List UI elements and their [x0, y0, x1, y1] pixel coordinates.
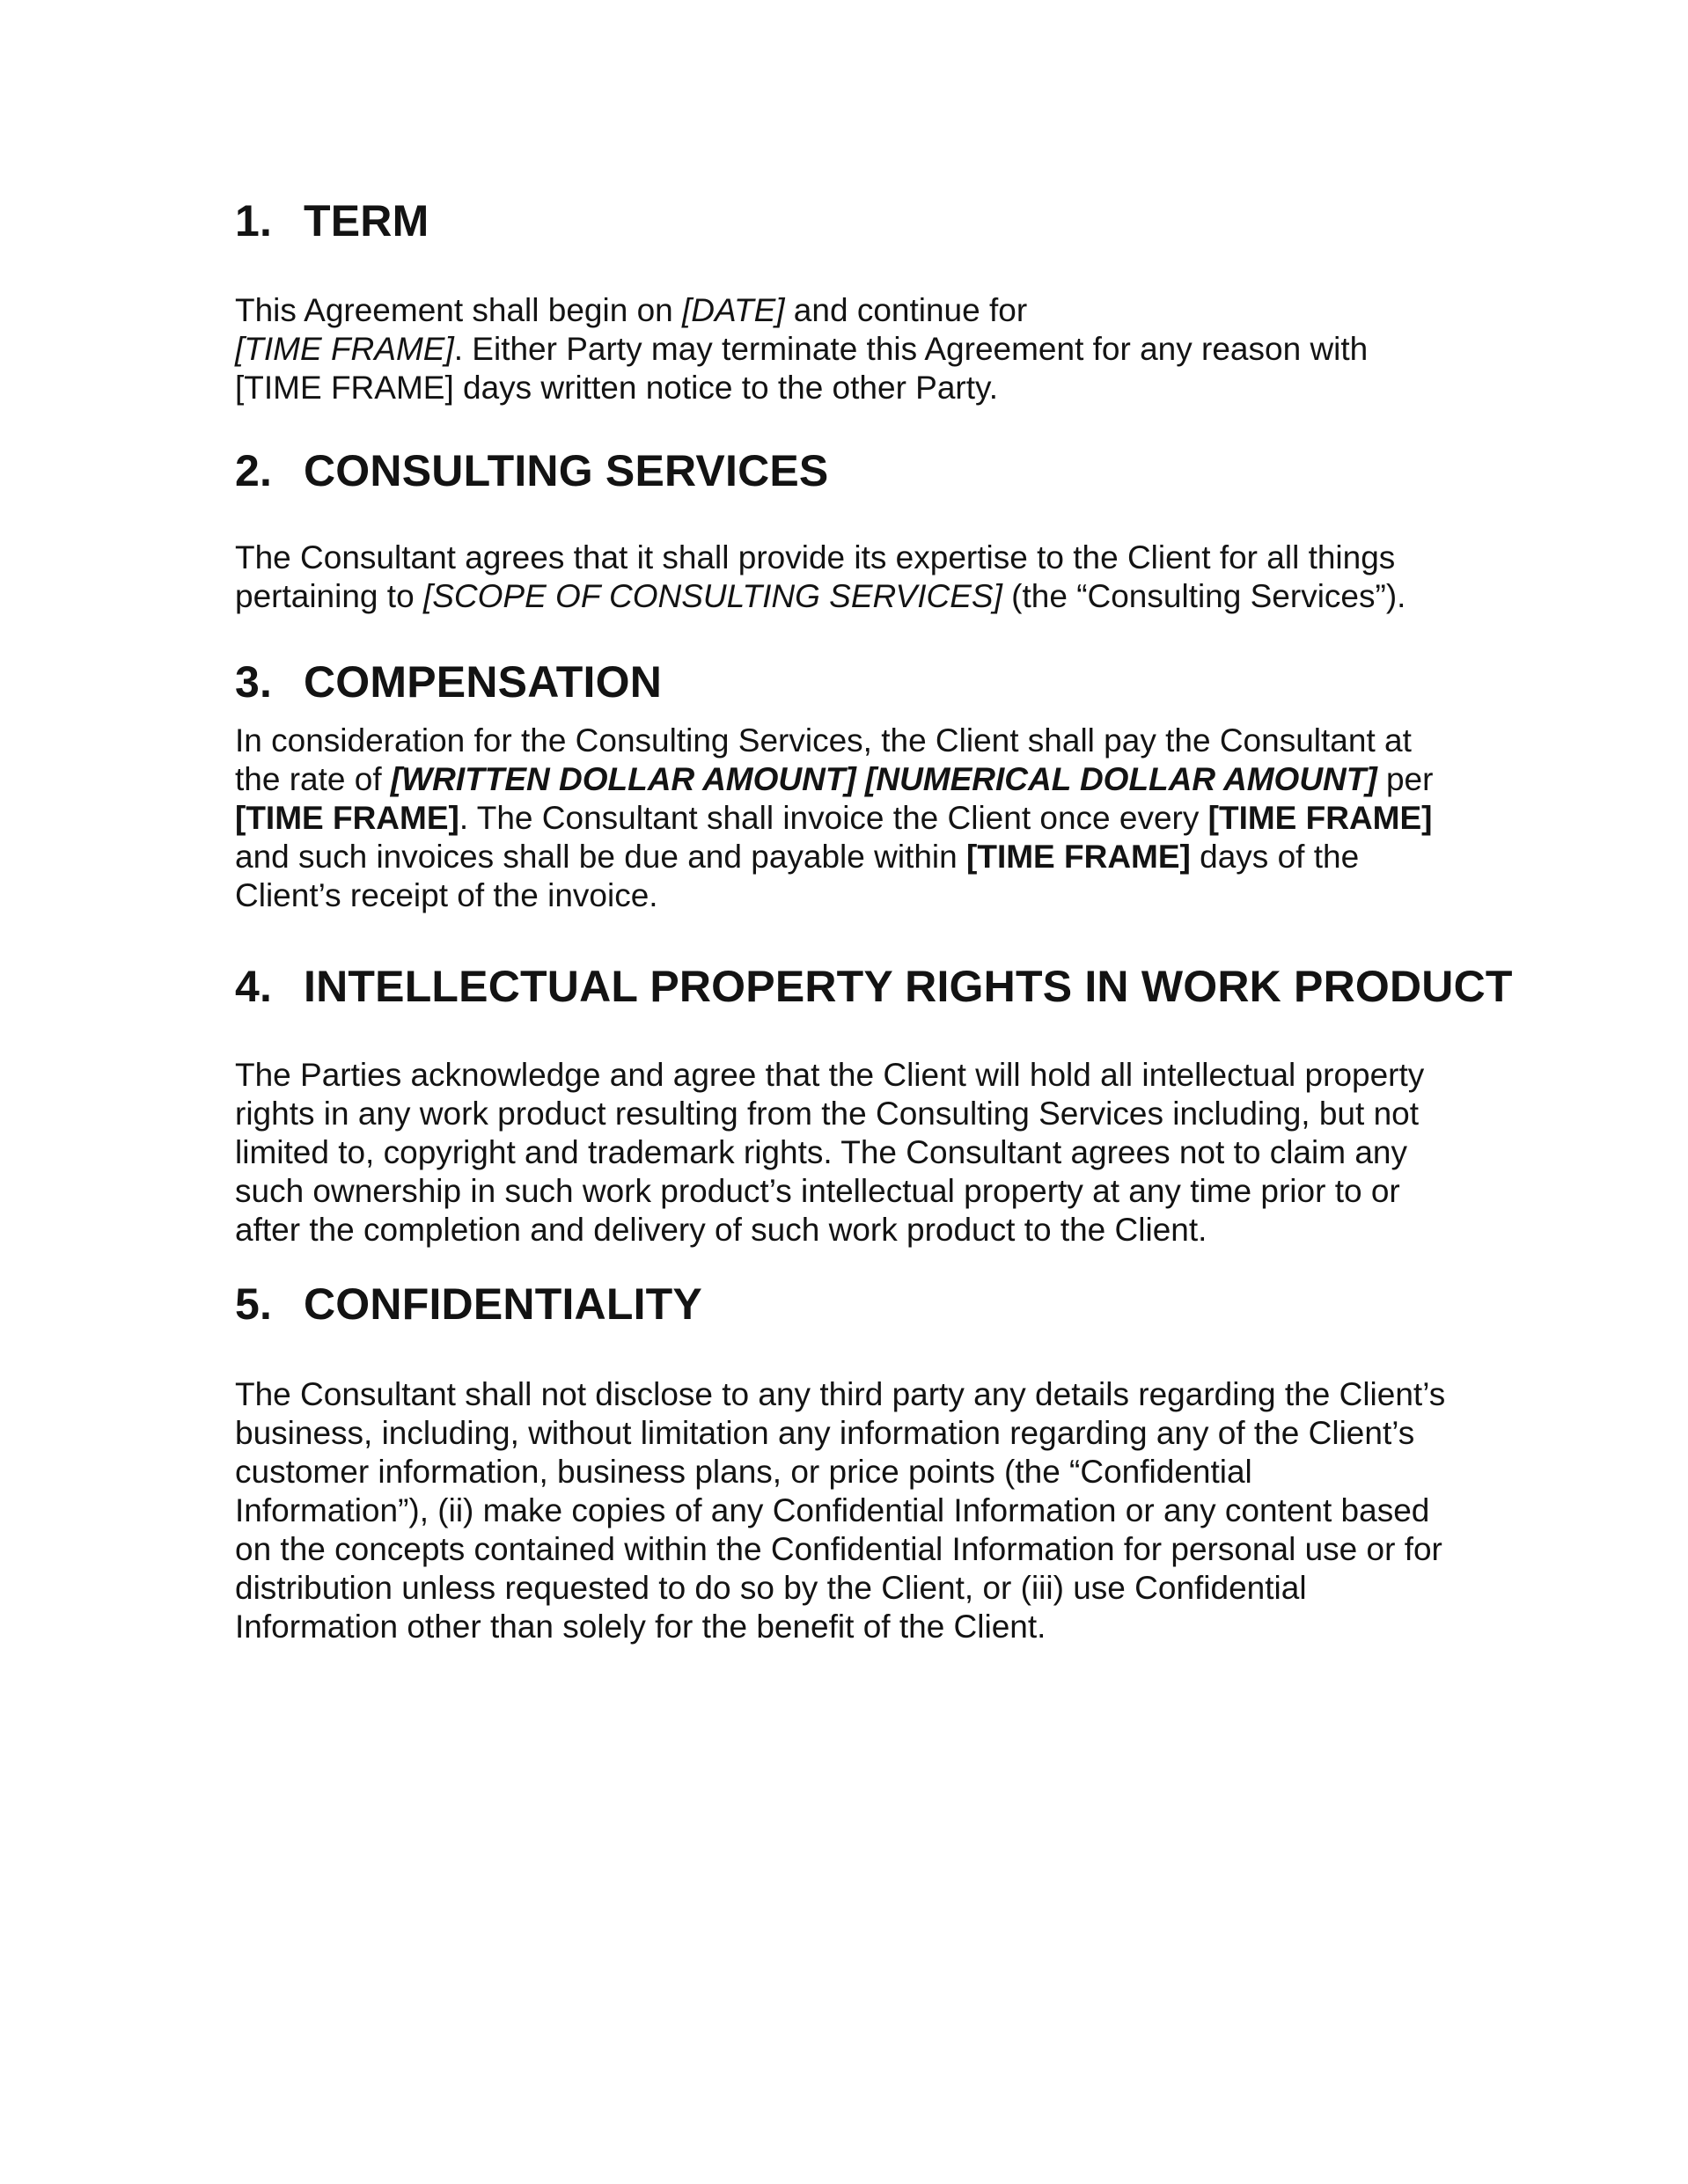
section-title: INTELLECTUAL PROPERTY RIGHTS IN WORK PRODUCT	[304, 962, 1513, 1011]
text-run: per	[1376, 761, 1434, 797]
text-run: In consideration for the Consulting Services, the Client shall pay the Consultant at the rate of	[235, 722, 1412, 797]
text-run: . Either Party may terminate this Agreement for any reason with [TIME FRAME] days written notice to the other Party.	[235, 331, 1369, 406]
section-heading-confidentiality	[235, 1279, 1454, 1330]
section-heading-compensation	[235, 656, 1454, 707]
text-run: The Consultant agrees that it shall provide its expertise to the Client for all things pertaining to	[235, 539, 1396, 614]
text-run: [TIME FRAME]	[1207, 800, 1433, 836]
section-title: COMPENSATION	[304, 657, 663, 707]
section-paragraph-consulting-services	[235, 539, 1454, 616]
section-paragraph-compensation	[235, 722, 1454, 915]
text-run: This Agreement shall begin on	[235, 292, 683, 328]
text-run: [DATE]	[682, 292, 785, 328]
text-run: [TIME FRAME]	[235, 331, 454, 367]
section-number: 3.	[235, 657, 273, 707]
section-number: 1.	[235, 196, 273, 246]
section-heading-consulting-services	[235, 445, 1454, 496]
text-run: The Parties acknowledge and agree that the Client will hold all intellectual property rights in any work product resulting from the Consulting Services including, but not limited to, copyright and trademark rights. The Consultant agrees not to claim any such ownership in such work product’s intellectual property at any time prior to or after the completion and delivery of such work product to the Client.	[235, 1057, 1425, 1248]
section-heading-ip-rights	[235, 961, 1513, 1012]
text-run: and continue for	[784, 292, 1028, 328]
section-paragraph-term	[235, 291, 1454, 407]
text-run: [SCOPE OF CONSULTING SERVICES]	[422, 578, 1002, 614]
section-heading-term	[235, 195, 1454, 246]
text-run: [TIME FRAME]	[235, 800, 459, 836]
text-run: (the “Consulting Services”).	[1002, 578, 1406, 614]
section-title: CONSULTING SERVICES	[304, 446, 829, 495]
text-run: [WRITTEN DOLLAR AMOUNT] [NUMERICAL DOLLAR AMOUNT]	[390, 761, 1377, 797]
section-title: CONFIDENTIALITY	[304, 1279, 702, 1329]
section-number: 5.	[235, 1279, 273, 1329]
section-paragraph-ip-rights	[235, 1056, 1454, 1250]
section-number: 4.	[235, 962, 273, 1011]
section-title: TERM	[304, 196, 429, 246]
text-run: and such invoices shall be due and payable within	[235, 839, 967, 875]
section-paragraph-confidentiality	[235, 1375, 1454, 1646]
text-run: days of the Client’s receipt of the invoice.	[235, 839, 1360, 913]
text-run: . The Consultant shall invoice the Client once every	[459, 800, 1208, 836]
text-run: The Consultant shall not disclose to any third party any details regarding the Client’s business, including, without limitation any information regarding any of the Client’s customer information, business plans, or price points (the “Confidential Information”), (ii) make copies of any Confidential Information or any content based on the concepts contained within the Confidential Information for personal use or for distribution unless requested to do so by the Client, or (iii) use Confidential Information other than solely for the benefit of the Client.	[235, 1376, 1446, 1645]
text-run: [TIME FRAME]	[966, 839, 1191, 875]
section-number: 2.	[235, 446, 273, 495]
